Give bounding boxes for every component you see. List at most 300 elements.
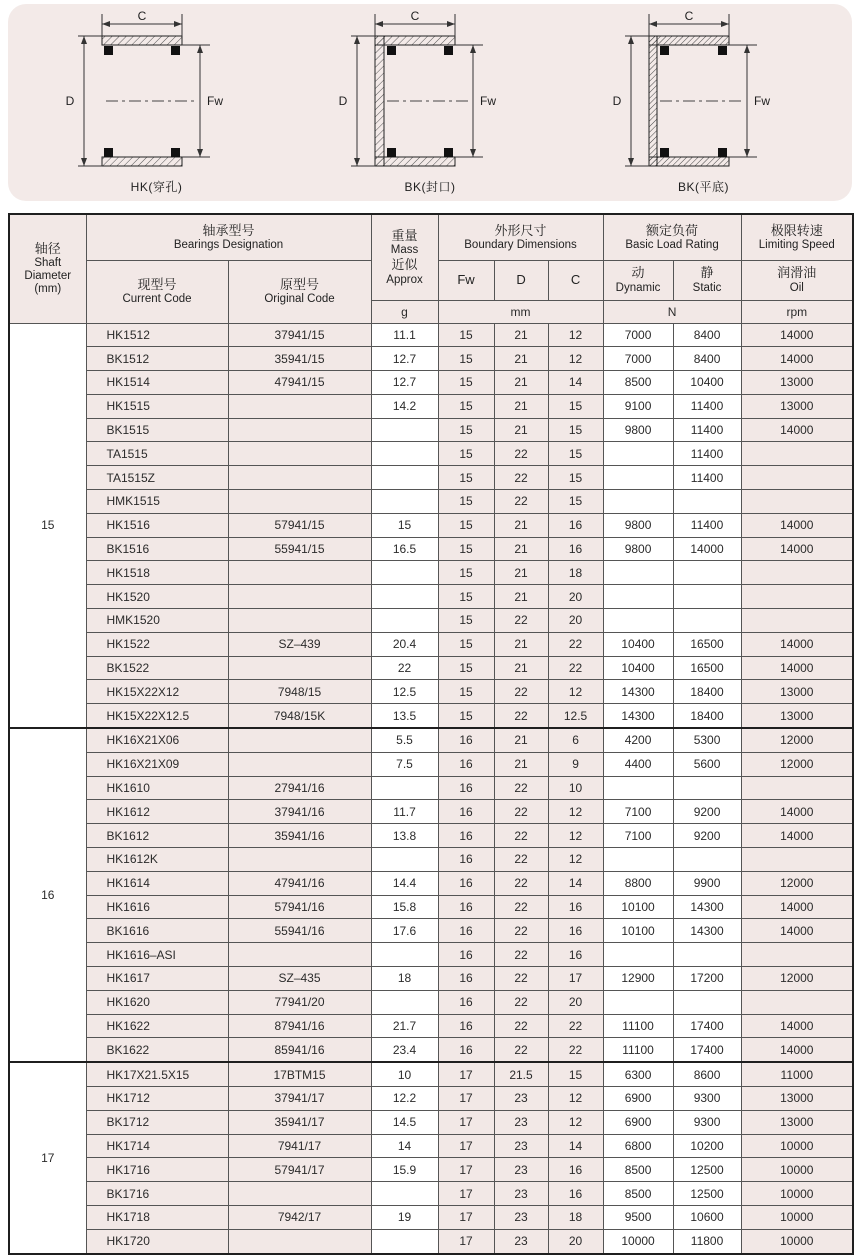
header-static: 静 Static — [673, 260, 741, 300]
original-code-cell: 35941/17 — [228, 1110, 371, 1134]
header-d: D — [494, 260, 548, 300]
table-row — [9, 323, 853, 347]
c-cell: 9 — [548, 752, 603, 776]
fw-cell: 15 — [438, 537, 494, 561]
d-cell: 22 — [494, 776, 548, 800]
mass-cell: 17.6 — [371, 919, 438, 943]
current-code-cell: HK1516 — [86, 513, 228, 537]
current-code-cell: HK1512 — [86, 323, 228, 347]
static-load-cell: 8400 — [673, 347, 741, 371]
c-cell: 15 — [548, 394, 603, 418]
d-cell: 21 — [494, 585, 548, 609]
current-code-cell: HK1616–ASI — [86, 943, 228, 967]
static-load-cell: 8600 — [673, 1062, 741, 1086]
dynamic-load-cell: 10400 — [603, 632, 673, 656]
fw-cell: 15 — [438, 680, 494, 704]
d-cell: 21 — [494, 728, 548, 752]
static-load-cell: 11400 — [673, 513, 741, 537]
original-code-cell: 87941/16 — [228, 1014, 371, 1038]
fw-cell: 17 — [438, 1229, 494, 1253]
fw-cell: 17 — [438, 1087, 494, 1111]
fw-cell: 15 — [438, 704, 494, 728]
c-cell: 12 — [548, 800, 603, 824]
original-code-cell — [228, 943, 371, 967]
original-code-cell: 77941/20 — [228, 990, 371, 1014]
c-cell: 18 — [548, 1205, 603, 1229]
original-code-cell — [228, 848, 371, 872]
d-cell: 23 — [494, 1229, 548, 1253]
c-cell: 6 — [548, 728, 603, 752]
bearing-diagram-panel — [8, 4, 852, 201]
dynamic-load-cell — [603, 561, 673, 585]
limiting-speed-cell: 13000 — [741, 371, 853, 395]
dynamic-load-cell: 8800 — [603, 871, 673, 895]
current-code-cell: HK15X22X12 — [86, 680, 228, 704]
static-load-cell: 16500 — [673, 656, 741, 680]
d-cell: 22 — [494, 704, 548, 728]
original-code-cell — [228, 1182, 371, 1206]
original-code-cell: 17BTM15 — [228, 1062, 371, 1086]
mass-cell — [371, 990, 438, 1014]
header-boundary-dimensions: 外形尺寸 Boundary Dimensions — [438, 214, 603, 260]
table-row — [9, 513, 853, 537]
header-c: C — [548, 260, 603, 300]
current-code-cell: HK1522 — [86, 632, 228, 656]
fw-cell: 17 — [438, 1110, 494, 1134]
d-cell: 21 — [494, 371, 548, 395]
original-code-cell: 37941/17 — [228, 1087, 371, 1111]
limiting-speed-cell: 14000 — [741, 656, 853, 680]
c-cell: 14 — [548, 1134, 603, 1158]
dynamic-load-cell: 7000 — [603, 323, 673, 347]
original-code-cell: SZ–439 — [228, 632, 371, 656]
dynamic-load-cell: 4200 — [603, 728, 673, 752]
c-cell: 12.5 — [548, 704, 603, 728]
c-cell: 12 — [548, 1087, 603, 1111]
table-row — [9, 347, 853, 371]
table-row — [9, 800, 853, 824]
static-load-cell: 14000 — [673, 537, 741, 561]
fw-cell: 15 — [438, 609, 494, 633]
mass-cell: 12.7 — [371, 371, 438, 395]
d-cell: 22 — [494, 1014, 548, 1038]
bearing-cross-section-drawing — [32, 10, 282, 182]
table-row — [9, 871, 853, 895]
original-code-cell — [228, 561, 371, 585]
fw-cell: 16 — [438, 1038, 494, 1062]
limiting-speed-cell: 11000 — [741, 1062, 853, 1086]
table-row — [9, 585, 853, 609]
static-load-cell: 17400 — [673, 1038, 741, 1062]
table-row — [9, 656, 853, 680]
fw-cell: 16 — [438, 943, 494, 967]
fw-cell: 16 — [438, 728, 494, 752]
bearing-diagram-bk-flat — [579, 10, 829, 195]
original-code-cell: 7948/15K — [228, 704, 371, 728]
fw-cell: 16 — [438, 919, 494, 943]
current-code-cell: HK1718 — [86, 1205, 228, 1229]
original-code-cell: 35941/16 — [228, 824, 371, 848]
dynamic-load-cell — [603, 776, 673, 800]
static-load-cell — [673, 585, 741, 609]
static-load-cell: 18400 — [673, 680, 741, 704]
d-cell: 22 — [494, 943, 548, 967]
current-code-cell: HK1520 — [86, 585, 228, 609]
table-row — [9, 919, 853, 943]
table-row — [9, 418, 853, 442]
table-row — [9, 371, 853, 395]
current-code-cell: HMK1520 — [86, 609, 228, 633]
d-cell: 21 — [494, 418, 548, 442]
fw-cell: 17 — [438, 1205, 494, 1229]
mass-cell: 12.5 — [371, 680, 438, 704]
d-cell: 22 — [494, 609, 548, 633]
table-row — [9, 394, 853, 418]
dynamic-load-cell: 6900 — [603, 1110, 673, 1134]
d-cell: 21 — [494, 394, 548, 418]
bearing-spec-table — [8, 213, 854, 1255]
current-code-cell: TA1515 — [86, 442, 228, 466]
c-cell: 10 — [548, 776, 603, 800]
static-load-cell — [673, 990, 741, 1014]
current-code-cell: HK1617 — [86, 967, 228, 991]
mass-cell — [371, 848, 438, 872]
dim-label-fw: Fw — [206, 94, 223, 108]
dynamic-load-cell — [603, 490, 673, 514]
limiting-speed-cell: 14000 — [741, 800, 853, 824]
dynamic-load-cell: 6900 — [603, 1087, 673, 1111]
current-code-cell: HK1614 — [86, 871, 228, 895]
current-code-cell: HK15X22X12.5 — [86, 704, 228, 728]
shaft-diameter-cell: 16 — [9, 728, 86, 1062]
fw-cell: 17 — [438, 1062, 494, 1086]
original-code-cell — [228, 418, 371, 442]
mass-cell: 12.7 — [371, 347, 438, 371]
static-load-cell — [673, 848, 741, 872]
static-load-cell: 10400 — [673, 371, 741, 395]
current-code-cell: HK17X21.5X15 — [86, 1062, 228, 1086]
mass-cell: 20.4 — [371, 632, 438, 656]
diagram-caption: BK(平底) — [677, 180, 729, 194]
mass-cell: 11.1 — [371, 323, 438, 347]
current-code-cell: HK1716 — [86, 1158, 228, 1182]
c-cell: 16 — [548, 943, 603, 967]
mass-cell — [371, 1229, 438, 1253]
unit-dimensions: mm — [438, 300, 603, 323]
limiting-speed-cell — [741, 943, 853, 967]
original-code-cell: 57941/15 — [228, 513, 371, 537]
fw-cell: 16 — [438, 1014, 494, 1038]
fw-cell: 15 — [438, 442, 494, 466]
limiting-speed-cell — [741, 609, 853, 633]
d-cell: 22 — [494, 680, 548, 704]
limiting-speed-cell: 10000 — [741, 1158, 853, 1182]
d-cell: 22 — [494, 990, 548, 1014]
fw-cell: 15 — [438, 371, 494, 395]
c-cell: 15 — [548, 466, 603, 490]
table-row — [9, 680, 853, 704]
static-load-cell: 11400 — [673, 466, 741, 490]
c-cell: 22 — [548, 632, 603, 656]
mass-cell: 14.5 — [371, 1110, 438, 1134]
static-load-cell — [673, 609, 741, 633]
dynamic-load-cell — [603, 848, 673, 872]
limiting-speed-cell: 13000 — [741, 680, 853, 704]
dynamic-load-cell: 10100 — [603, 919, 673, 943]
static-load-cell: 16500 — [673, 632, 741, 656]
c-cell: 14 — [548, 871, 603, 895]
fw-cell: 16 — [438, 824, 494, 848]
current-code-cell: BK1512 — [86, 347, 228, 371]
c-cell: 20 — [548, 609, 603, 633]
c-cell: 20 — [548, 1229, 603, 1253]
original-code-cell — [228, 394, 371, 418]
c-cell: 16 — [548, 1182, 603, 1206]
d-cell: 21 — [494, 537, 548, 561]
current-code-cell: TA1515Z — [86, 466, 228, 490]
current-code-cell: HK1620 — [86, 990, 228, 1014]
current-code-cell: HK1610 — [86, 776, 228, 800]
d-cell: 23 — [494, 1205, 548, 1229]
d-cell: 21 — [494, 323, 548, 347]
static-load-cell: 14300 — [673, 895, 741, 919]
table-row — [9, 1087, 853, 1111]
limiting-speed-cell — [741, 585, 853, 609]
fw-cell: 15 — [438, 490, 494, 514]
dynamic-load-cell: 10100 — [603, 895, 673, 919]
limiting-speed-cell: 10000 — [741, 1205, 853, 1229]
static-load-cell: 9900 — [673, 871, 741, 895]
mass-cell — [371, 776, 438, 800]
mass-cell: 15.8 — [371, 895, 438, 919]
original-code-cell — [228, 609, 371, 633]
limiting-speed-cell: 12000 — [741, 871, 853, 895]
fw-cell: 16 — [438, 871, 494, 895]
fw-cell: 16 — [438, 848, 494, 872]
table-row — [9, 1062, 853, 1086]
mass-cell — [371, 442, 438, 466]
current-code-cell: HK1720 — [86, 1229, 228, 1253]
dynamic-load-cell — [603, 609, 673, 633]
limiting-speed-cell — [741, 442, 853, 466]
dim-label-fw: Fw — [480, 94, 496, 108]
diagram-caption: HK(穿孔) — [130, 180, 183, 194]
table-row — [9, 1182, 853, 1206]
current-code-cell: HK1616 — [86, 895, 228, 919]
static-load-cell: 10200 — [673, 1134, 741, 1158]
limiting-speed-cell: 14000 — [741, 895, 853, 919]
mass-cell: 14 — [371, 1134, 438, 1158]
fw-cell: 17 — [438, 1182, 494, 1206]
fw-cell: 15 — [438, 347, 494, 371]
original-code-cell: 55941/16 — [228, 919, 371, 943]
table-row — [9, 704, 853, 728]
limiting-speed-cell: 14000 — [741, 513, 853, 537]
dynamic-load-cell: 11100 — [603, 1038, 673, 1062]
limiting-speed-cell — [741, 490, 853, 514]
header-original-code: 原型号 Original Code — [228, 260, 371, 323]
mass-cell: 14.4 — [371, 871, 438, 895]
shaft-diameter-cell: 15 — [9, 323, 86, 728]
d-cell: 21 — [494, 752, 548, 776]
c-cell: 12 — [548, 848, 603, 872]
static-load-cell: 5300 — [673, 728, 741, 752]
static-load-cell: 9300 — [673, 1110, 741, 1134]
dynamic-load-cell: 9500 — [603, 1205, 673, 1229]
mass-cell — [371, 466, 438, 490]
dynamic-load-cell — [603, 442, 673, 466]
table-row — [9, 1158, 853, 1182]
current-code-cell: HK1514 — [86, 371, 228, 395]
dynamic-load-cell: 14300 — [603, 704, 673, 728]
current-code-cell: BK1622 — [86, 1038, 228, 1062]
limiting-speed-cell: 14000 — [741, 632, 853, 656]
c-cell: 12 — [548, 323, 603, 347]
table-row — [9, 466, 853, 490]
dynamic-load-cell: 6800 — [603, 1134, 673, 1158]
dynamic-load-cell: 8500 — [603, 371, 673, 395]
mass-cell: 14.2 — [371, 394, 438, 418]
fw-cell: 15 — [438, 394, 494, 418]
original-code-cell: 7942/17 — [228, 1205, 371, 1229]
original-code-cell — [228, 466, 371, 490]
fw-cell: 16 — [438, 895, 494, 919]
static-load-cell — [673, 490, 741, 514]
current-code-cell: HK1612K — [86, 848, 228, 872]
d-cell: 22 — [494, 442, 548, 466]
mass-cell: 15 — [371, 513, 438, 537]
table-row — [9, 1229, 853, 1253]
limiting-speed-cell: 14000 — [741, 347, 853, 371]
fw-cell: 15 — [438, 656, 494, 680]
fw-cell: 15 — [438, 418, 494, 442]
dim-label-c: C — [684, 9, 693, 23]
d-cell: 22 — [494, 895, 548, 919]
original-code-cell — [228, 442, 371, 466]
d-cell: 23 — [494, 1134, 548, 1158]
table-row — [9, 752, 853, 776]
limiting-speed-cell: 13000 — [741, 704, 853, 728]
dim-label-c: C — [410, 9, 420, 23]
table-row — [9, 609, 853, 633]
limiting-speed-cell — [741, 561, 853, 585]
limiting-speed-cell — [741, 990, 853, 1014]
mass-cell: 11.7 — [371, 800, 438, 824]
c-cell: 16 — [548, 1158, 603, 1182]
limiting-speed-cell: 14000 — [741, 919, 853, 943]
current-code-cell: BK1716 — [86, 1182, 228, 1206]
table-row — [9, 442, 853, 466]
original-code-cell: 37941/16 — [228, 800, 371, 824]
static-load-cell: 17200 — [673, 967, 741, 991]
static-load-cell — [673, 561, 741, 585]
fw-cell: 16 — [438, 967, 494, 991]
d-cell: 21 — [494, 513, 548, 537]
static-load-cell: 5600 — [673, 752, 741, 776]
header-dynamic: 动 Dynamic — [603, 260, 673, 300]
mass-cell — [371, 418, 438, 442]
static-load-cell: 8400 — [673, 323, 741, 347]
dim-label-fw: Fw — [753, 94, 770, 108]
current-code-cell: HK1714 — [86, 1134, 228, 1158]
limiting-speed-cell: 10000 — [741, 1134, 853, 1158]
c-cell: 22 — [548, 1038, 603, 1062]
header-fw: Fw — [438, 260, 494, 300]
static-load-cell: 18400 — [673, 704, 741, 728]
dynamic-load-cell: 10400 — [603, 656, 673, 680]
table-row — [9, 1110, 853, 1134]
current-code-cell: HK16X21X09 — [86, 752, 228, 776]
limiting-speed-cell: 14000 — [741, 537, 853, 561]
original-code-cell — [228, 656, 371, 680]
dynamic-load-cell: 9800 — [603, 418, 673, 442]
dynamic-load-cell — [603, 943, 673, 967]
limiting-speed-cell: 13000 — [741, 1110, 853, 1134]
table-row — [9, 490, 853, 514]
mass-cell: 16.5 — [371, 537, 438, 561]
dynamic-load-cell: 6300 — [603, 1062, 673, 1086]
static-load-cell: 17400 — [673, 1014, 741, 1038]
mass-cell: 19 — [371, 1205, 438, 1229]
c-cell: 12 — [548, 1110, 603, 1134]
unit-load: N — [603, 300, 741, 323]
current-code-cell: BK1616 — [86, 919, 228, 943]
dynamic-load-cell — [603, 466, 673, 490]
current-code-cell: BK1712 — [86, 1110, 228, 1134]
original-code-cell: SZ–435 — [228, 967, 371, 991]
current-code-cell: HK1612 — [86, 800, 228, 824]
limiting-speed-cell: 10000 — [741, 1182, 853, 1206]
limiting-speed-cell: 14000 — [741, 824, 853, 848]
static-load-cell: 11400 — [673, 418, 741, 442]
limiting-speed-cell: 14000 — [741, 323, 853, 347]
d-cell: 22 — [494, 919, 548, 943]
limiting-speed-cell: 12000 — [741, 967, 853, 991]
d-cell: 21 — [494, 632, 548, 656]
current-code-cell: HK1515 — [86, 394, 228, 418]
dynamic-load-cell: 7000 — [603, 347, 673, 371]
static-load-cell: 12500 — [673, 1182, 741, 1206]
original-code-cell: 57941/17 — [228, 1158, 371, 1182]
dim-label-d: D — [65, 94, 74, 108]
d-cell: 21 — [494, 656, 548, 680]
original-code-cell: 27941/16 — [228, 776, 371, 800]
static-load-cell: 10600 — [673, 1205, 741, 1229]
header-mass-approx: 重量 Mass 近似 Approx — [371, 214, 438, 300]
current-code-cell: BK1612 — [86, 824, 228, 848]
original-code-cell — [228, 490, 371, 514]
bearing-cross-section-drawing — [579, 10, 829, 182]
original-code-cell: 47941/15 — [228, 371, 371, 395]
mass-cell: 18 — [371, 967, 438, 991]
header-bearings-designation: 轴承型号 Bearings Designation — [86, 214, 371, 260]
d-cell: 22 — [494, 848, 548, 872]
c-cell: 15 — [548, 490, 603, 514]
limiting-speed-cell: 14000 — [741, 1038, 853, 1062]
table-row — [9, 967, 853, 991]
table-row — [9, 824, 853, 848]
limiting-speed-cell: 10000 — [741, 1229, 853, 1253]
current-code-cell: HMK1515 — [86, 490, 228, 514]
table-row — [9, 1014, 853, 1038]
dynamic-load-cell — [603, 990, 673, 1014]
dim-label-d: D — [612, 94, 621, 108]
static-load-cell — [673, 943, 741, 967]
fw-cell: 15 — [438, 323, 494, 347]
table-row — [9, 561, 853, 585]
d-cell: 23 — [494, 1182, 548, 1206]
c-cell: 14 — [548, 371, 603, 395]
